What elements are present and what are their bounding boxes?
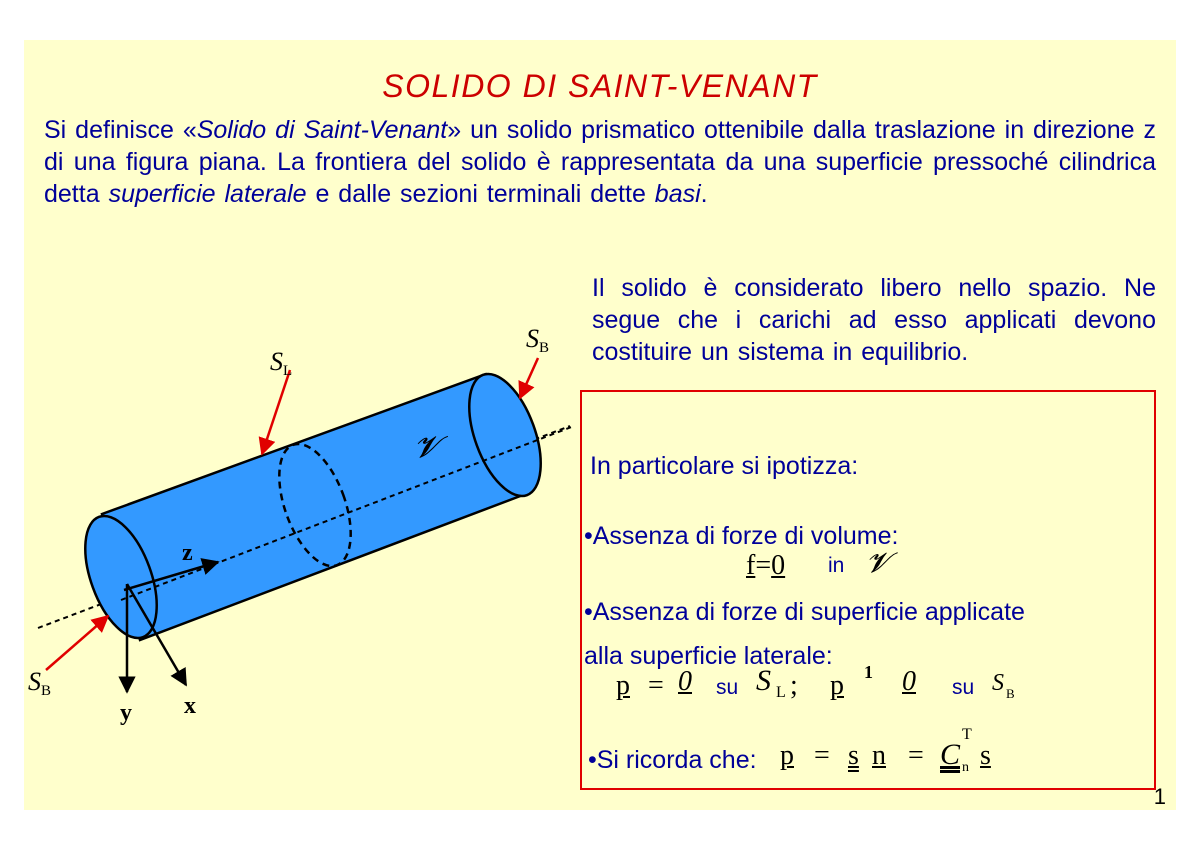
eq2-su-2: su bbox=[952, 676, 975, 699]
eq2-L-subscript: L bbox=[776, 684, 786, 701]
hypotheses-intro: In particolare si ipotizza: bbox=[590, 452, 859, 480]
bullet-reminder: •Si ricorda che: bbox=[588, 746, 757, 774]
equilibrium-paragraph: Il solido è considerato libero nello spazio. Ne segue che i carichi ad esso applicati devono costituire un sistema in equilibrio. bbox=[592, 274, 1156, 366]
cylinder-figure bbox=[24, 40, 584, 760]
eq2-superscript: 1 bbox=[864, 662, 873, 682]
eq3-T-superscript: T bbox=[962, 726, 972, 743]
SL-label: S bbox=[270, 347, 283, 376]
eq2-B-subscript: B bbox=[1006, 686, 1015, 701]
eq2-zero2: 0 bbox=[902, 666, 916, 697]
svg-text:SB bbox=[28, 667, 51, 699]
eq3-n-subscript: n bbox=[962, 760, 969, 775]
eq3-sigma-2: s bbox=[980, 740, 991, 771]
intro-text-1: Si definisce « bbox=[44, 116, 197, 144]
eq2-su-1: su bbox=[716, 676, 739, 699]
equation-f-zero: f=0 bbox=[746, 550, 786, 581]
slide bbox=[24, 40, 1176, 810]
intro-term: Solido di Saint-Venant bbox=[196, 116, 448, 144]
intro-text-3: e dalle sezioni terminali dette bbox=[306, 180, 655, 208]
svg-text:SL bbox=[270, 347, 292, 379]
SB-top-subscript: B bbox=[539, 340, 550, 356]
intro-text-2: » un solido prismatico ottenibile dalla traslazione in direzione z di una figura piana. La frontiera del solido è rappresentata da una superficie pressoché cilindrica detta bbox=[44, 116, 1156, 208]
SL-subscript: L bbox=[283, 363, 293, 379]
intro-basi-term: basi bbox=[654, 180, 701, 208]
intro-lateral-term: superficie laterale bbox=[108, 180, 307, 208]
eq3-n: n bbox=[872, 740, 886, 771]
SL-arrow bbox=[262, 370, 290, 454]
SB-bottom-label: S bbox=[28, 667, 41, 696]
eq3-sigma: s bbox=[848, 740, 859, 771]
slide-title: SOLIDO DI SAINT-VENANT bbox=[382, 68, 818, 104]
eq2-zero: 0 bbox=[678, 666, 692, 697]
bullet-surface-forces-cont: alla superficie laterale: bbox=[584, 642, 833, 670]
eq2-semicolon: ; bbox=[790, 670, 798, 701]
SB-top-label: S bbox=[526, 324, 539, 353]
page-number: 1 bbox=[1153, 784, 1166, 809]
eq3-C: C bbox=[940, 738, 961, 771]
eq2-S: S bbox=[756, 664, 771, 697]
bullet-volume-forces: •Assenza di forze di volume: bbox=[584, 522, 899, 550]
bullet-surface-forces: •Assenza di forze di superficie applicate bbox=[584, 598, 1025, 626]
z-axis-label: z bbox=[182, 540, 193, 566]
SB-bottom-subscript: B bbox=[41, 683, 52, 699]
eq2-S2: S bbox=[992, 670, 1004, 696]
svg-text:SB bbox=[526, 324, 549, 356]
SB-top-arrow bbox=[520, 358, 538, 398]
SB-bottom-arrow bbox=[46, 616, 108, 670]
y-axis-label: y bbox=[120, 700, 132, 726]
eq2-equals: = bbox=[648, 670, 664, 701]
volume-label: 𝓥 bbox=[414, 431, 439, 464]
eq1-volume-symbol: 𝓥 bbox=[866, 548, 890, 579]
eq1-in: in bbox=[828, 554, 845, 577]
eq2-p2: p bbox=[830, 670, 844, 701]
eq3-p: p bbox=[780, 740, 794, 771]
hypotheses-box bbox=[580, 390, 1156, 790]
eq3-equals-1: = bbox=[814, 740, 830, 771]
x-axis-label: x bbox=[184, 693, 196, 719]
eq3-equals-2: = bbox=[908, 740, 924, 771]
eq2-p: p bbox=[616, 670, 630, 701]
intro-text-4: . bbox=[700, 180, 708, 208]
